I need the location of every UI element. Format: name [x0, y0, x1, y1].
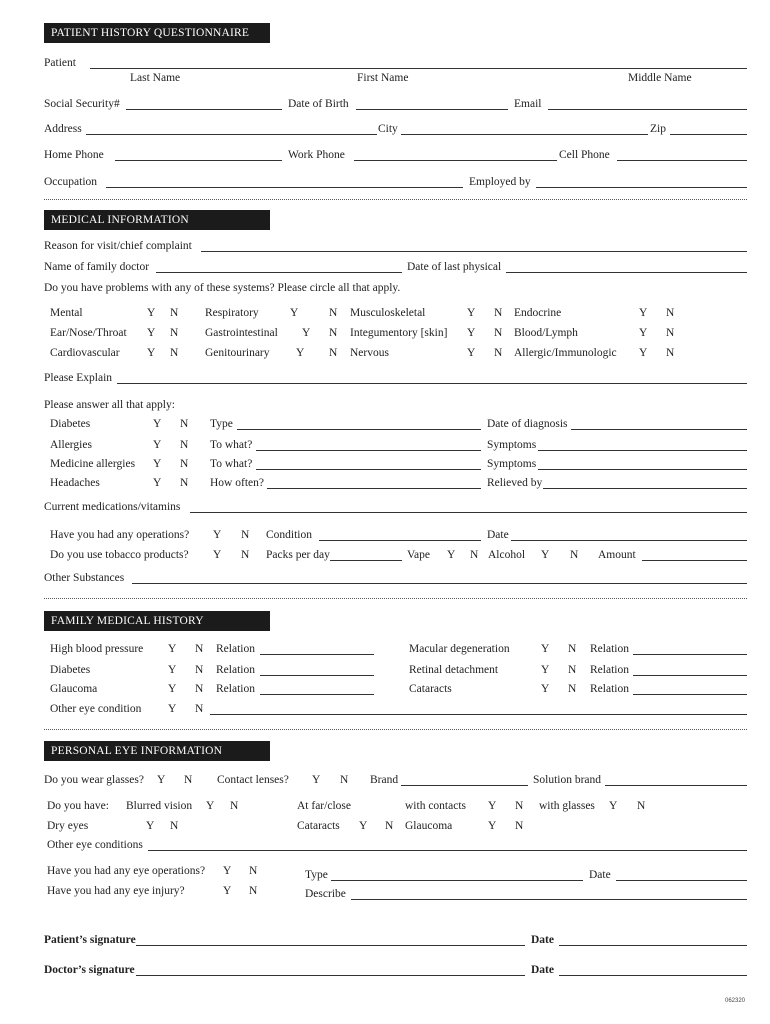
system-blood-lymph: Blood/Lymph [514, 327, 578, 339]
system-endocrine: Endocrine [514, 307, 562, 319]
system-cardiovascular: Cardiovascular [50, 347, 120, 359]
no-option[interactable]: N [666, 347, 675, 359]
allergies-symptoms-field[interactable] [538, 450, 747, 451]
email-field[interactable] [548, 109, 747, 110]
operation-date-label: Date [487, 529, 509, 541]
yes-option[interactable]: Y [146, 820, 155, 832]
current-meds-field[interactable] [190, 512, 747, 513]
please-explain-label: Please Explain [44, 372, 113, 384]
yes-option[interactable]: Y [312, 774, 321, 786]
yes-option[interactable]: Y [168, 683, 177, 695]
ssn-field[interactable] [126, 109, 282, 110]
last-name-caption: Last Name [130, 72, 181, 84]
no-option[interactable]: N [568, 643, 577, 655]
brand-field[interactable] [401, 785, 528, 786]
yes-option[interactable]: Y [488, 820, 497, 832]
no-option[interactable]: N [340, 774, 349, 786]
yes-option[interactable]: Y [223, 865, 232, 877]
operation-date-field[interactable] [511, 540, 747, 541]
diabetes-type-label: Type [210, 418, 233, 430]
patient-label: Patient [44, 57, 76, 69]
city-label: City [378, 123, 398, 135]
no-option[interactable]: N [570, 549, 579, 561]
medicine-allergies-label: Medicine allergies [50, 458, 136, 470]
family-macular-label: Macular degeneration [409, 643, 510, 655]
no-option[interactable]: N [637, 800, 646, 812]
patient-signature-label: Patient’s signature [44, 934, 136, 946]
no-option[interactable]: N [170, 327, 179, 339]
system-ent: Ear/Nose/Throat [50, 327, 127, 339]
yes-option[interactable]: Y [359, 820, 368, 832]
first-name-caption: First Name [357, 72, 409, 84]
describe-field[interactable] [351, 899, 747, 900]
allergies-label: Allergies [50, 439, 92, 451]
glasses-question: Do you wear glasses? [44, 774, 144, 786]
no-option[interactable]: N [329, 327, 338, 339]
occupation-label: Occupation [44, 176, 98, 188]
employed-by-label: Employed by [469, 176, 531, 188]
system-genitourinary: Genitourinary [205, 347, 270, 359]
family-doctor-field[interactable] [156, 272, 402, 273]
headaches-label: Headaches [50, 477, 100, 489]
relation-label: Relation [590, 643, 629, 655]
relation-label: Relation [216, 643, 255, 655]
blurred-vision-label: Blurred vision [126, 800, 193, 812]
system-mental: Mental [50, 307, 83, 319]
no-option[interactable]: N [180, 439, 189, 451]
family-retinal-label: Retinal detachment [409, 664, 499, 676]
no-option[interactable]: N [515, 800, 524, 812]
form-code: 062320 [725, 998, 746, 1004]
last-physical-label: Date of last physical [407, 261, 502, 273]
answer-all-label: Please answer all that apply: [44, 399, 175, 411]
eye-type-label: Type [305, 869, 328, 881]
patient-sign-date-label: Date [531, 934, 554, 946]
packs-per-day-field[interactable] [330, 560, 402, 561]
eye-cataracts-label: Cataracts [297, 820, 340, 832]
yes-option[interactable]: Y [213, 549, 222, 561]
alcohol-label: Alcohol [488, 549, 526, 561]
no-option[interactable]: N [195, 643, 204, 655]
date-diagnosis-label: Date of diagnosis [487, 418, 568, 430]
work-phone-label: Work Phone [288, 149, 345, 161]
relieved-by-label: Relieved by [487, 477, 543, 489]
no-option[interactable]: N [195, 683, 204, 695]
section-header-patient-history: PATIENT HISTORY QUESTIONNAIRE [44, 23, 270, 43]
system-gastrointestinal: Gastrointestinal [205, 327, 278, 339]
doctor-signature-label: Doctor’s signature [44, 964, 135, 976]
eye-operations-question: Have you had any eye operations? [47, 865, 206, 877]
yes-option[interactable]: Y [467, 347, 476, 359]
no-option[interactable]: N [666, 327, 675, 339]
family-doctor-label: Name of family doctor [44, 261, 150, 273]
relation-field[interactable] [260, 694, 374, 695]
eye-injury-question: Have you had any eye injury? [47, 885, 185, 897]
section-header-family-history: FAMILY MEDICAL HISTORY [44, 611, 270, 631]
system-nervous: Nervous [350, 347, 389, 359]
medicine-to-what-field[interactable] [256, 469, 481, 470]
yes-option[interactable]: Y [302, 327, 311, 339]
systems-prompt: Do you have problems with any of these systems? Please circle all that apply. [44, 282, 401, 294]
no-option[interactable]: N [329, 347, 338, 359]
other-substances-label: Other Substances [44, 572, 125, 584]
how-often-label: How often? [210, 477, 264, 489]
yes-option[interactable]: Y [541, 643, 550, 655]
no-option[interactable]: N [249, 865, 258, 877]
other-eye-conditions-field[interactable] [148, 850, 747, 851]
no-option[interactable]: N [494, 347, 503, 359]
other-eye-condition-field[interactable] [210, 714, 747, 715]
no-option[interactable]: N [195, 664, 204, 676]
yes-option[interactable]: Y [467, 327, 476, 339]
amount-label: Amount [598, 549, 636, 561]
solution-brand-label: Solution brand [533, 774, 602, 786]
yes-option[interactable]: Y [541, 664, 550, 676]
tobacco-question: Do you use tobacco products? [50, 549, 189, 561]
other-substances-field[interactable] [132, 583, 747, 584]
patient-sign-date-field[interactable] [559, 945, 747, 946]
eye-glaucoma-label: Glaucoma [405, 820, 453, 832]
dob-label: Date of Birth [288, 98, 349, 110]
home-phone-field[interactable] [115, 160, 282, 161]
no-option[interactable]: N [494, 327, 503, 339]
yes-option[interactable]: Y [153, 439, 162, 451]
no-option[interactable]: N [568, 664, 577, 676]
medicine-to-what-label: To what? [210, 458, 253, 470]
system-musculoskeletal: Musculoskeletal [350, 307, 426, 319]
no-option[interactable]: N [170, 820, 179, 832]
no-option[interactable]: N [515, 820, 524, 832]
eye-type-field[interactable] [331, 880, 583, 881]
doctor-sign-date-field[interactable] [559, 975, 747, 976]
other-eye-conditions-label: Other eye conditions [47, 839, 143, 851]
cell-phone-field[interactable] [617, 160, 747, 161]
diabetes-type-field[interactable] [237, 429, 481, 430]
yes-option[interactable]: Y [168, 643, 177, 655]
last-physical-field[interactable] [506, 272, 747, 273]
relation-field[interactable] [260, 675, 374, 676]
no-option[interactable]: N [329, 307, 338, 319]
no-option[interactable]: N [568, 683, 577, 695]
allergies-to-what-label: To what? [210, 439, 253, 451]
relation-field[interactable] [633, 675, 747, 676]
no-option[interactable]: N [195, 703, 204, 715]
zip-label: Zip [650, 123, 666, 135]
with-contacts-label: with contacts [405, 800, 466, 812]
family-diabetes-label: Diabetes [50, 664, 91, 676]
no-option[interactable]: N [180, 477, 189, 489]
vape-label: Vape [407, 549, 430, 561]
email-label: Email [514, 98, 542, 110]
yes-option[interactable]: Y [296, 347, 305, 359]
system-allergic-immunologic: Allergic/Immunologic [514, 347, 617, 359]
family-cataracts-label: Cataracts [409, 683, 452, 695]
cell-phone-label: Cell Phone [559, 149, 610, 161]
zip-field[interactable] [670, 134, 747, 135]
yes-option[interactable]: Y [609, 800, 618, 812]
yes-option[interactable]: Y [168, 664, 177, 676]
address-label: Address [44, 123, 82, 135]
relation-label: Relation [590, 664, 629, 676]
yes-option[interactable]: Y [447, 549, 456, 561]
no-option[interactable]: N [184, 774, 193, 786]
no-option[interactable]: N [230, 800, 239, 812]
section-divider [44, 729, 747, 730]
no-option[interactable]: N [180, 458, 189, 470]
doctor-sign-date-label: Date [531, 964, 554, 976]
family-glaucoma-label: Glaucoma [50, 683, 98, 695]
diabetes-label: Diabetes [50, 418, 91, 430]
eye-date-field[interactable] [616, 880, 747, 881]
yes-option[interactable]: Y [213, 529, 222, 541]
no-option[interactable]: N [470, 549, 479, 561]
no-option[interactable]: N [666, 307, 675, 319]
yes-option[interactable]: Y [290, 307, 299, 319]
home-phone-label: Home Phone [44, 149, 104, 161]
no-option[interactable]: N [170, 307, 179, 319]
relation-label: Relation [590, 683, 629, 695]
how-often-field[interactable] [267, 488, 481, 489]
no-option[interactable]: N [249, 885, 258, 897]
do-you-have-label: Do you have: [47, 800, 109, 812]
yes-option[interactable]: Y [541, 683, 550, 695]
allergies-symptoms-label: Symptoms [487, 439, 537, 451]
relation-field[interactable] [633, 694, 747, 695]
medicine-symptoms-field[interactable] [538, 469, 747, 470]
no-option[interactable]: N [180, 418, 189, 430]
yes-option[interactable]: Y [639, 347, 648, 359]
yes-option[interactable]: Y [147, 307, 156, 319]
please-explain-field[interactable] [117, 383, 747, 384]
employed-by-field[interactable] [536, 187, 747, 188]
amount-field[interactable] [642, 560, 747, 561]
family-other-eye-label: Other eye condition [50, 703, 142, 715]
relation-field[interactable] [260, 654, 374, 655]
patient-name-field[interactable] [90, 68, 747, 69]
section-header-eye-information: PERSONAL EYE INFORMATION [44, 741, 270, 761]
no-option[interactable]: N [385, 820, 394, 832]
operations-question: Have you had any operations? [50, 529, 190, 541]
family-hbp-label: High blood pressure [50, 643, 144, 655]
current-meds-label: Current medications/vitamins [44, 501, 181, 513]
yes-option[interactable]: Y [206, 800, 215, 812]
occupation-field[interactable] [106, 187, 463, 188]
dob-field[interactable] [356, 109, 508, 110]
section-header-medical-information: MEDICAL INFORMATION [44, 210, 270, 230]
brand-label: Brand [370, 774, 399, 786]
no-option[interactable]: N [241, 529, 250, 541]
reason-label: Reason for visit/chief complaint [44, 240, 192, 252]
condition-field[interactable] [319, 540, 481, 541]
system-integumentory: Integumentory [skin] [350, 327, 448, 339]
dry-eyes-label: Dry eyes [47, 820, 89, 832]
yes-option[interactable]: Y [157, 774, 166, 786]
yes-option[interactable]: Y [147, 327, 156, 339]
yes-option[interactable]: Y [147, 347, 156, 359]
city-field[interactable] [401, 134, 648, 135]
yes-option[interactable]: Y [639, 307, 648, 319]
condition-label: Condition [266, 529, 313, 541]
relieved-by-field[interactable] [543, 488, 747, 489]
yes-option[interactable]: Y [153, 418, 162, 430]
solution-brand-field[interactable] [605, 785, 747, 786]
section-divider [44, 199, 747, 200]
relation-label: Relation [216, 664, 255, 676]
yes-option[interactable]: Y [541, 549, 550, 561]
yes-option[interactable]: Y [639, 327, 648, 339]
no-option[interactable]: N [170, 347, 179, 359]
work-phone-field[interactable] [354, 160, 557, 161]
relation-label: Relation [216, 683, 255, 695]
eye-date-label: Date [589, 869, 611, 881]
middle-name-caption: Middle Name [628, 72, 692, 84]
address-field[interactable] [86, 134, 377, 135]
no-option[interactable]: N [241, 549, 250, 561]
relation-field[interactable] [633, 654, 747, 655]
contacts-question: Contact lenses? [217, 774, 289, 786]
far-close-label: At far/close [297, 800, 351, 812]
with-glasses-label: with glasses [539, 800, 595, 812]
medicine-symptoms-label: Symptoms [487, 458, 537, 470]
yes-option[interactable]: Y [153, 477, 162, 489]
section-divider [44, 598, 747, 599]
yes-option[interactable]: Y [467, 307, 476, 319]
system-respiratory: Respiratory [205, 307, 259, 319]
yes-option[interactable]: Y [153, 458, 162, 470]
ssn-label: Social Security# [44, 98, 120, 110]
allergies-to-what-field[interactable] [256, 450, 481, 451]
date-diagnosis-field[interactable] [571, 429, 747, 430]
doctor-signature-field[interactable] [136, 975, 525, 976]
no-option[interactable]: N [494, 307, 503, 319]
packs-per-day-label: Packs per day [266, 549, 330, 561]
describe-label: Describe [305, 888, 346, 900]
yes-option[interactable]: Y [488, 800, 497, 812]
reason-field[interactable] [201, 251, 747, 252]
patient-signature-field[interactable] [136, 945, 525, 946]
yes-option[interactable]: Y [168, 703, 177, 715]
yes-option[interactable]: Y [223, 885, 232, 897]
